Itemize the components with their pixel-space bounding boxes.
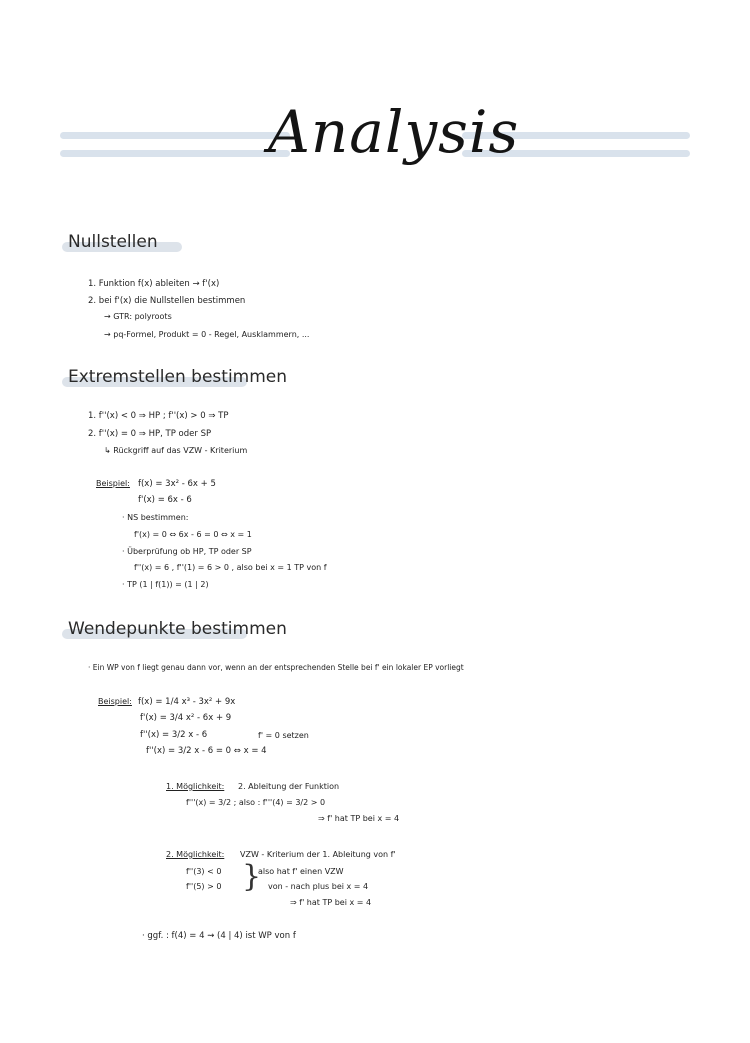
wendepunkte-brace: }: [242, 859, 262, 894]
title-band-left-bottom: [60, 150, 290, 157]
wendepunkte-m1-line-1: f'''(x) = 3/2 ; also : f'''(4) = 3/2 > 0: [186, 798, 326, 807]
wendepunkte-m2-line-3: also hat f' einen VZW: [258, 867, 344, 876]
wendepunkte-example-2: f'(x) = 3/4 x² - 6x + 9: [140, 713, 232, 723]
extremstellen-example-6: f''(x) = 6 , f''(1) = 6 > 0 , also bei x = 1 TP von f: [134, 563, 327, 572]
title-band-left-top: [60, 132, 290, 139]
wendepunkte-set-zero: f' = 0 setzen: [258, 731, 309, 740]
wendepunkte-m1-line-2: ⇒ f' hat TP bei x = 4: [318, 814, 400, 823]
extremstellen-example-1: f(x) = 3x² - 6x + 5: [138, 479, 216, 489]
wendepunkte-m1-label: 1. Möglichkeit:: [166, 782, 225, 791]
extremstellen-line-2: 2. f''(x) = 0 ⇒ HP, TP oder SP: [88, 429, 212, 439]
nullstellen-line-2: 2. bei f'(x) die Nullstellen bestimmen: [88, 296, 246, 306]
extremstellen-example-2: f'(x) = 6x - 6: [138, 495, 192, 505]
wendepunkte-m1-text: 2. Ableitung der Funktion: [238, 782, 340, 791]
nullstellen-line-4: → pq-Formel, Produkt = 0 - Regel, Ausklammern, ...: [104, 330, 310, 339]
extremstellen-example-label: Beispiel:: [96, 479, 130, 488]
extremstellen-example-4: f'(x) = 0 ⇔ 6x - 6 = 0 ⇔ x = 1: [134, 530, 252, 539]
extremstellen-example-3: · NS bestimmen:: [122, 513, 189, 522]
wendepunkte-intro: · Ein WP von f liegt genau dann vor, wenn an der entsprechenden Stelle bei f' ein lokaler EP vorliegt: [88, 663, 464, 672]
page-title: Analysis: [268, 98, 520, 166]
nullstellen-line-3: → GTR: polyroots: [104, 312, 172, 321]
nullstellen-line-1: 1. Funktion f(x) ableiten → f'(x): [88, 279, 220, 289]
wendepunkte-example-4: f''(x) = 3/2 x - 6 = 0 ⇔ x = 4: [146, 746, 267, 756]
extremstellen-example-5: · Überprüfung ob HP, TP oder SP: [122, 547, 252, 556]
wendepunkte-example-3: f''(x) = 3/2 x - 6: [140, 730, 208, 740]
wendepunkte-m2-line-4: von - nach plus bei x = 4: [268, 882, 369, 891]
wendepunkte-example-label: Beispiel:: [98, 697, 132, 706]
extremstellen-example-7: · TP (1 | f(1)) = (1 | 2): [122, 580, 209, 589]
extremstellen-line-1: 1. f''(x) < 0 ⇒ HP ; f''(x) > 0 ⇒ TP: [88, 411, 229, 421]
wendepunkte-m2-line-5: ⇒ f' hat TP bei x = 4: [290, 898, 372, 907]
wendepunkte-m2-label: 2. Möglichkeit:: [166, 850, 225, 859]
wendepunkte-m2-line-1: f''(3) < 0: [186, 867, 222, 876]
wendepunkte-example-1: f(x) = 1/4 x³ - 3x² + 9x: [138, 697, 236, 707]
heading-extremstellen: Extremstellen bestimmen: [68, 367, 288, 387]
wendepunkte-m2-line-2: f''(5) > 0: [186, 882, 222, 891]
heading-wendepunkte: Wendepunkte bestimmen: [68, 619, 287, 639]
heading-nullstellen: Nullstellen: [68, 232, 158, 252]
wendepunkte-m2-text: VZW - Kriterium der 1. Ableitung von f': [240, 850, 396, 859]
wendepunkte-conclusion: · ggf. : f(4) = 4 ⇝ (4 | 4) ist WP von f: [142, 931, 296, 941]
extremstellen-line-3: ↳ Rückgriff auf das VZW - Kriterium: [104, 446, 248, 455]
